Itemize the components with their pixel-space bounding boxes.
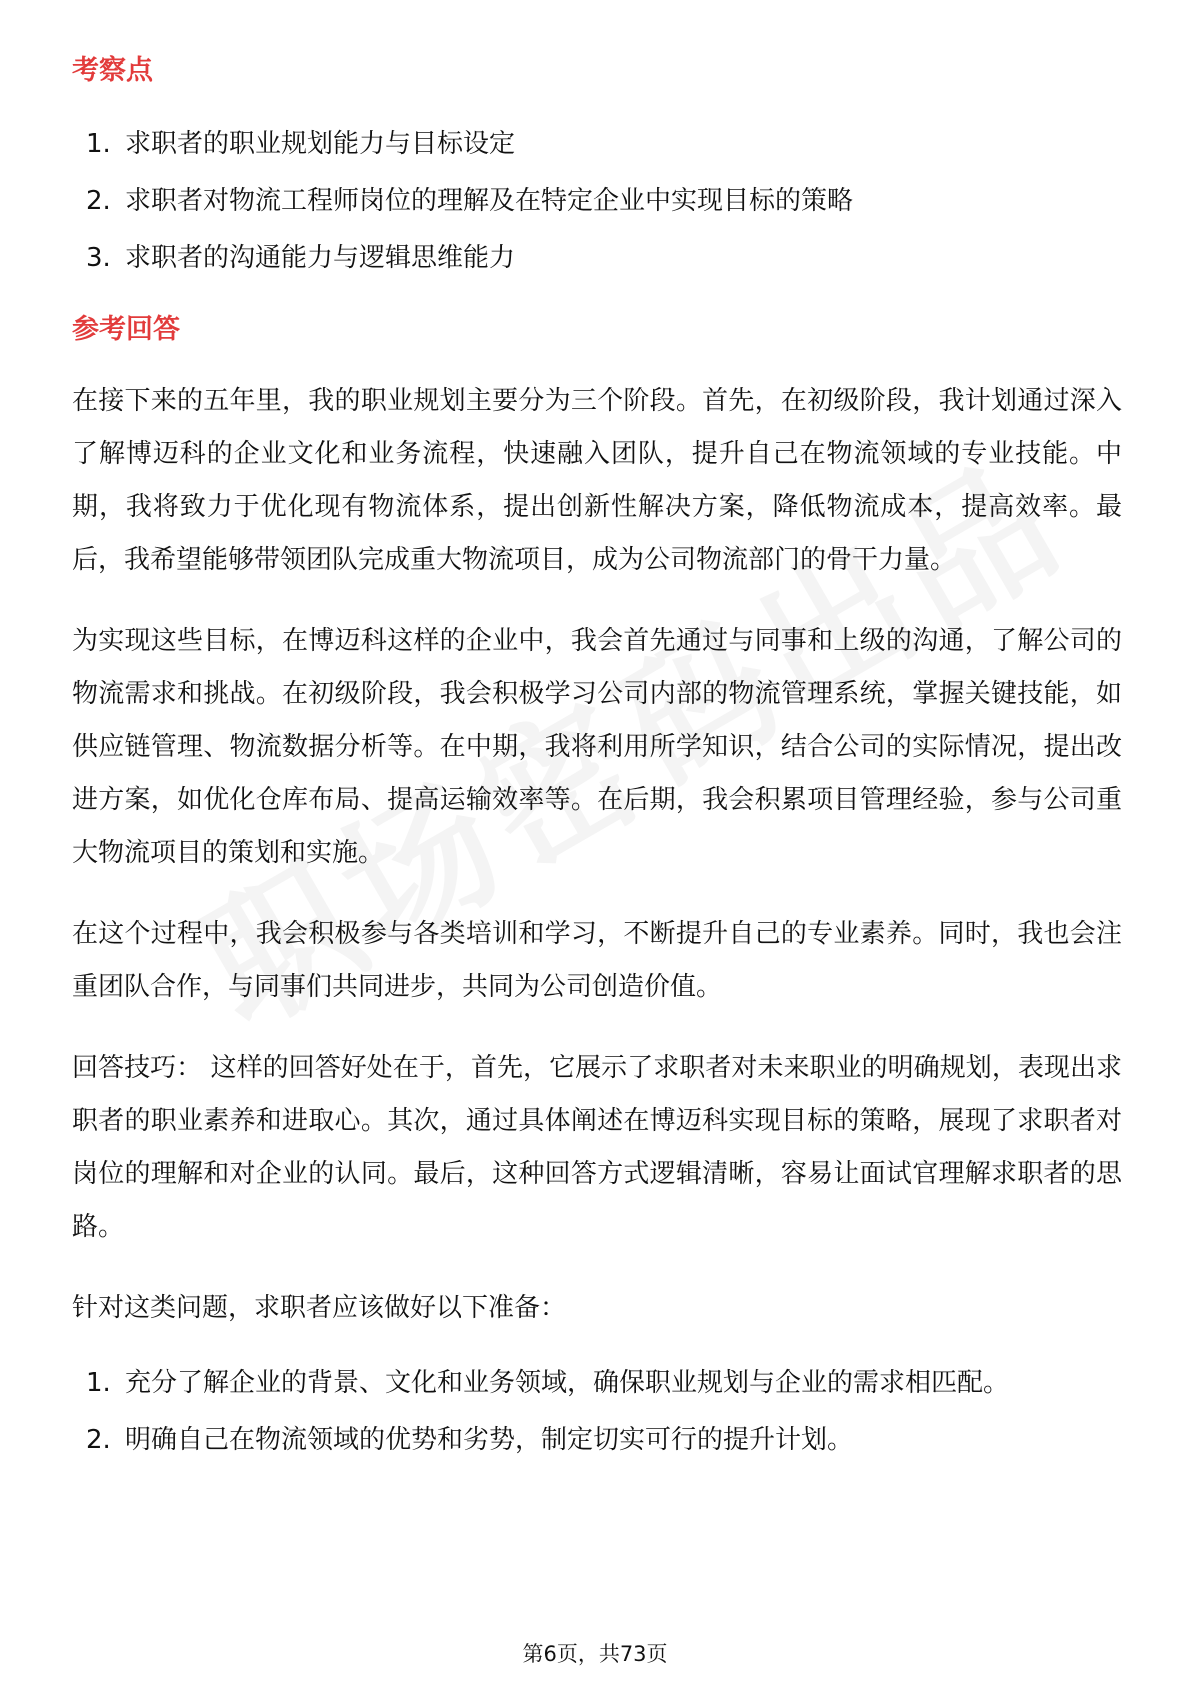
list-item xyxy=(72,1355,1122,1412)
list-number: 2. xyxy=(86,186,111,216)
list-number: 3. xyxy=(86,243,111,273)
prep-list xyxy=(72,1355,1122,1469)
answer-paragraph: 在接下来的五年里，我的职业规划主要分为三个阶段。首先，在初级阶段，我计划通过深入了解博迈科的企业文化和业务流程，快速融入团队，提升自己在物流领域的专业技能。中期，我将致力于优化现有物流体系，提出创新性解决方案，降低物流成本，提高效率。最后，我希望能够带领团队完成重大物流项目，成为公司物流部门的骨干力量。 xyxy=(72,386,1122,575)
tips-paragraph: 回答技巧： 这样的回答好处在于，首先，它展示了求职者对未来职业的明确规划，表现出求职者的职业素养和进取心。其次，通过具体阐述在博迈科实现目标的策略，展现了求职者对岗位的理解和对企业的认同。最后，这种回答方式逻辑清晰，容易让面试官理解求职者的思路。 xyxy=(72,1053,1122,1242)
list-item xyxy=(72,1412,1122,1469)
exam-points-heading: 考察点 xyxy=(72,55,153,86)
list-number: 1. xyxy=(86,129,111,159)
answer-heading: 参考回答 xyxy=(72,314,180,345)
list-item xyxy=(72,116,1122,173)
list-item-text: 求职者的职业规划能力与目标设定 xyxy=(125,129,516,159)
answer-paragraph: 为实现这些目标，在博迈科这样的企业中，我会首先通过与同事和上级的沟通，了解公司的物流需求和挑战。在初级阶段，我会积极学习公司内部的物流管理系统，掌握关键技能，如供应链管理、物流数据分析等。在中期，我将利用所学知识，结合公司的实际情况，提出改进方案，如优化仓库布局、提高运输效率等。在后期，我会积累项目管理经验，参与公司重大物流项目的策划和实施。 xyxy=(72,626,1122,868)
page-content xyxy=(72,48,1122,1469)
list-item-text: 明确自己在物流领域的优势和劣势，制定切实可行的提升计划。 xyxy=(125,1425,854,1455)
exam-points-list xyxy=(72,116,1122,287)
answer-paragraph: 在这个过程中，我会积极参与各类培训和学习，不断提升自己的专业素养。同时，我也会注重团队合作，与同事们共同进步，共同为公司创造价值。 xyxy=(72,919,1122,1002)
list-item xyxy=(72,173,1122,230)
list-item xyxy=(72,230,1122,287)
page-footer: 第6页，共73页 xyxy=(522,1642,668,1666)
list-item-text: 求职者的沟通能力与逻辑思维能力 xyxy=(125,243,516,273)
list-item-text: 充分了解企业的背景、文化和业务领域，确保职业规划与企业的需求相匹配。 xyxy=(125,1368,1010,1398)
list-item-text: 求职者对物流工程师岗位的理解及在特定企业中实现目标的策略 xyxy=(125,186,854,216)
prep-intro-paragraph: 针对这类问题，求职者应该做好以下准备： xyxy=(72,1293,567,1323)
list-number: 1. xyxy=(86,1368,111,1398)
list-number: 2. xyxy=(86,1425,111,1455)
